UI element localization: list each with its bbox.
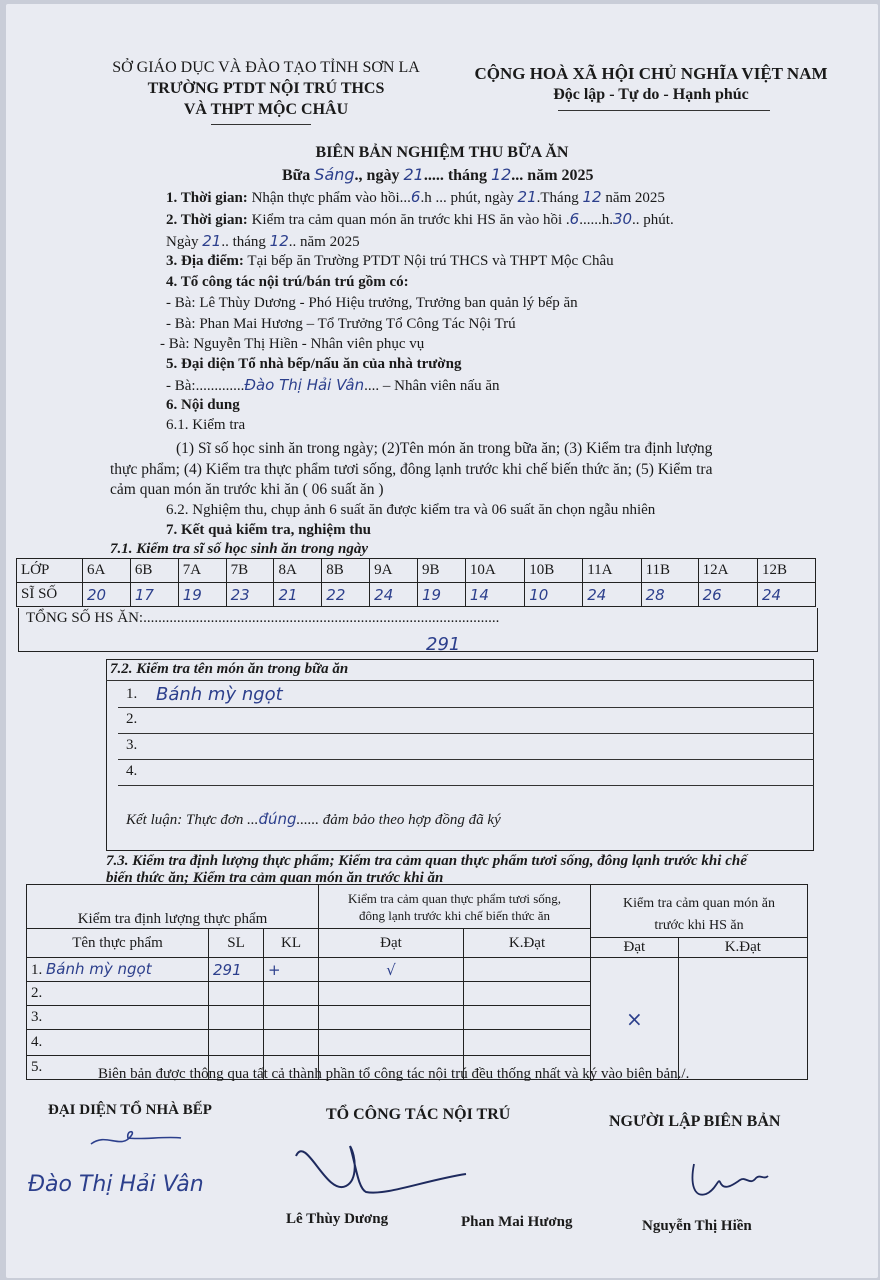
- day-handwritten: 21: [403, 165, 424, 184]
- dish-num: 1.: [126, 686, 138, 702]
- col-sl: SL: [209, 929, 264, 958]
- class-cell: 11A: [583, 559, 641, 583]
- col-food-name: Tên thực phẩm: [27, 929, 209, 958]
- section-7-1-title: 7.1. Kiểm tra sĩ số học sinh ăn trong ngày: [110, 541, 368, 557]
- boarding-team-title: TỔ CÔNG TÁC NỘI TRÚ: [326, 1106, 511, 1123]
- item-2: 2. Thời gian: Kiểm tra cảm quan món ăn trước khi HS ăn vào hồi .6......h.30.. phút.: [166, 210, 674, 228]
- dat-cell: [319, 1030, 464, 1056]
- kitchen-signature-icon: [86, 1122, 186, 1152]
- item-5: 5. Đại diện Tổ nhà bếp/nấu ăn của nhà trường: [166, 356, 462, 372]
- kitchen-representative: - Bà:.............Đào Thị Hải Vân.... – Nhân viên nấu ăn: [166, 376, 500, 394]
- agency-name: SỞ GIÁO DỤC VÀ ĐÀO TẠO TỈNH SƠN LA: [112, 59, 420, 76]
- class-row-label: LỚP: [17, 559, 83, 583]
- kl-cell: [264, 982, 319, 1006]
- count-cell: 17: [130, 583, 178, 607]
- header-right-underline: [558, 110, 770, 111]
- document-page: [6, 4, 878, 1278]
- meal-handwritten: Sáng: [314, 165, 355, 184]
- item-7: 7. Kết quả kiểm tra, nghiệm thu: [166, 522, 372, 538]
- section-7-2-title: 7.2. Kiểm tra tên món ăn trong bữa ăn: [110, 661, 349, 677]
- class-cell: 6A: [83, 559, 131, 583]
- item-6: 6. Nội dung: [166, 397, 240, 413]
- kl-cell: [264, 1006, 319, 1030]
- class-cell: 7A: [178, 559, 226, 583]
- kdat-cell: [464, 1006, 591, 1030]
- count-cell: 24: [583, 583, 641, 607]
- class-cell: 7B: [226, 559, 274, 583]
- class-cell: 10A: [465, 559, 524, 583]
- class-cell: 9B: [418, 559, 466, 583]
- kdat-cell: [464, 958, 591, 982]
- item-1: 1. Thời gian: Nhận thực phẩm vào hồi...6.h ... phút, ngày 21.Tháng 12 năm 2025: [166, 188, 665, 206]
- class-cell: 8B: [322, 559, 370, 583]
- class-cell: 12A: [698, 559, 757, 583]
- nation-name: CỘNG HOÀ XÃ HỘI CHỦ NGHĨA VIỆT NAM: [474, 64, 828, 83]
- dat-cell: [319, 1006, 464, 1030]
- sl-cell: [209, 1030, 264, 1056]
- table-row: [27, 958, 808, 982]
- menu-conclusion: Kết luận: Thực đơn ...đúng...... đảm bảo theo hợp đồng đã ký: [126, 810, 501, 828]
- col-kdat: K.Đạt: [464, 929, 591, 958]
- count-cell: 19: [418, 583, 466, 607]
- school-name-line1: TRƯỜNG PTDT NỘI TRÚ THCS: [147, 80, 385, 97]
- dat-cell: [319, 982, 464, 1006]
- count-cell: 14: [465, 583, 524, 607]
- inspection-table: [26, 884, 808, 1080]
- dish-name: Bánh mỳ ngọt: [156, 684, 283, 705]
- food-name-cell: 4.: [27, 1030, 209, 1056]
- section-7-3-title-2: biến thức ăn; Kiểm tra cảm quan món ăn trước khi ăn: [106, 870, 444, 886]
- class-cell: 12B: [757, 559, 815, 583]
- item-4: 4. Tổ công tác nội trú/bán trú gồm có:: [166, 274, 409, 290]
- sl-cell: [209, 1006, 264, 1030]
- food-name-cell: 5.: [27, 1056, 209, 1080]
- member-3: - Bà: Nguyễn Thị Hiền - Nhân viên phục vụ: [160, 336, 425, 352]
- signer-name-3: Nguyễn Thị Hiền: [642, 1218, 752, 1234]
- document-subtitle: Bữa Sáng., ngày 21..... tháng 12... năm 2025: [282, 165, 594, 184]
- item-6-1-para-3: cảm quan món ăn trước khi ăn ( 06 suất ăn ): [110, 481, 384, 498]
- count-cell: 23: [226, 583, 274, 607]
- kdat-cell: [464, 1030, 591, 1056]
- count-cell: 19: [178, 583, 226, 607]
- count-cell: 24: [757, 583, 815, 607]
- item-6-2: 6.2. Nghiệm thu, chụp ảnh 6 suất ăn được kiểm tra và 06 suất ăn chọn ngẫu nhiên: [166, 502, 656, 518]
- item-2-date: Ngày 21.. tháng 12.. năm 2025: [166, 232, 360, 250]
- kdat-cell: [464, 982, 591, 1006]
- count-cell: 10: [525, 583, 583, 607]
- dish-num: 3.: [126, 737, 138, 753]
- food-name-cell: 3.: [27, 1006, 209, 1030]
- class-cell: 10B: [525, 559, 583, 583]
- header-left-underline: [211, 124, 311, 125]
- col-dat-2: Đạt: [591, 938, 679, 958]
- kitchen-rep-name-handwritten: Đào Thị Hải Vân: [28, 1172, 204, 1197]
- meal-kdat-cell: [678, 958, 807, 1080]
- record-maker-title: NGƯỜI LẬP BIÊN BẢN: [609, 1113, 781, 1130]
- item-6-1: 6.1. Kiểm tra: [166, 417, 246, 433]
- col-group-meal-inspection: Kiểm tra cảm quan món ăn trước khi HS ăn: [591, 885, 808, 938]
- class-cell: 8A: [274, 559, 322, 583]
- col-group-fresh-inspection: Kiểm tra cảm quan thực phẩm tươi sống, đông lạnh trước khi chế biến thức ăn: [319, 885, 591, 929]
- item-6-1-para-1: (1) Sĩ số học sinh ăn trong ngày; (2)Tên món ăn trong bữa ăn; (3) Kiểm tra định lượng: [176, 440, 713, 457]
- rule: [118, 707, 814, 708]
- food-name-cell: 1. Bánh mỳ ngọt: [27, 958, 209, 982]
- total-value: 291: [426, 634, 461, 655]
- rule: [118, 733, 814, 734]
- col-kl: KL: [264, 929, 319, 958]
- sl-cell: [209, 982, 264, 1006]
- kitchen-rep-title: ĐẠI DIỆN TỔ NHÀ BẾP: [48, 1102, 212, 1118]
- nation-motto: Độc lập - Tự do - Hạnh phúc: [553, 86, 749, 103]
- count-cell: 28: [641, 583, 698, 607]
- document-title: BIÊN BẢN NGHIỆM THU BỮA ĂN: [315, 144, 569, 161]
- total-label: TỔNG SỐ HS ĂN:...............................................................................................: [26, 610, 500, 626]
- school-name-line2: VÀ THPT MỘC CHÂU: [183, 101, 349, 118]
- principal-signature-icon: [286, 1136, 476, 1206]
- signer-name-2: Phan Mai Hương: [461, 1214, 573, 1230]
- rule: [118, 785, 814, 786]
- class-cell: 11B: [641, 559, 698, 583]
- closing-statement: Biên bản được thông qua tất cả thành phần tổ công tác nội trú đều thống nhất và ký vào biên bản./.: [98, 1066, 690, 1082]
- col-group-quantity: Kiểm tra định lượng thực phẩm: [27, 885, 319, 929]
- section-7-3-title-1: 7.3. Kiểm tra định lượng thực phẩm; Kiểm tra cảm quan thực phẩm tươi sống, đông lạnh trước khi chế: [106, 853, 747, 869]
- count-row: [17, 583, 816, 607]
- meal-dat-cell: ×: [591, 958, 679, 1080]
- class-cell: 6B: [130, 559, 178, 583]
- count-cell: 22: [322, 583, 370, 607]
- rule: [106, 680, 814, 681]
- member-1: - Bà: Lê Thùy Dương - Phó Hiệu trưởng, Trưởng ban quản lý bếp ăn: [166, 295, 578, 311]
- dish-num: 2.: [126, 711, 138, 727]
- member-2: - Bà: Phan Mai Hương – Tổ Trưởng Tổ Công Tác Nội Trú: [166, 316, 516, 332]
- kl-cell: [264, 1030, 319, 1056]
- count-cell: 21: [274, 583, 322, 607]
- maker-signature-icon: [684, 1154, 774, 1204]
- col-dat: Đạt: [319, 929, 464, 958]
- count-cell: 24: [370, 583, 418, 607]
- rule: [118, 759, 814, 760]
- sl-cell: 291: [209, 958, 264, 982]
- item-3: 3. Địa điểm: Tại bếp ăn Trường PTDT Nội trú THCS và THPT Mộc Châu: [166, 253, 614, 269]
- attendance-table: [16, 558, 816, 607]
- item-6-1-para-2: thực phẩm; (4) Kiểm tra thực phẩm tươi sống, đông lạnh trước khi chế biến thức ăn; (5) Kiểm tra: [110, 461, 713, 478]
- signer-name-1: Lê Thùy Dương: [286, 1211, 389, 1227]
- class-cell: 9A: [370, 559, 418, 583]
- kl-cell: +: [264, 958, 319, 982]
- dish-num: 4.: [126, 763, 138, 779]
- month-handwritten: 12: [490, 165, 512, 184]
- dat-cell: √: [319, 958, 464, 982]
- food-name-cell: 2.: [27, 982, 209, 1006]
- count-cell: 20: [83, 583, 131, 607]
- col-kdat-2: K.Đạt: [678, 938, 807, 958]
- class-row: [17, 559, 816, 583]
- count-cell: 26: [698, 583, 757, 607]
- count-row-label: SĨ SỐ: [17, 583, 83, 607]
